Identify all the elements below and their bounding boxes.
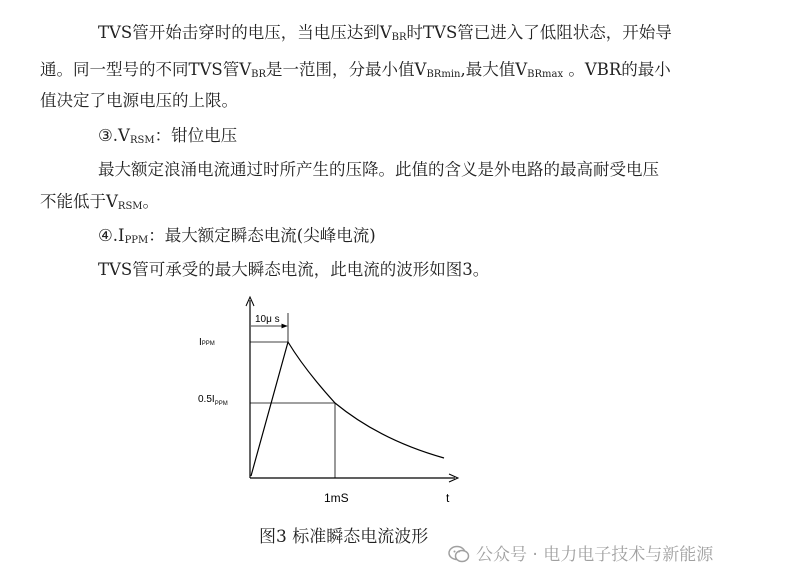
- surge-waveform: [251, 342, 444, 476]
- text-run: ：钳位电压: [154, 126, 238, 145]
- text-run: 通。同一型号的不同TVS管V: [40, 60, 252, 79]
- half-label-main: 0.5I: [198, 394, 215, 405]
- half-ippm-label: [198, 394, 228, 407]
- ippm-label: [199, 337, 215, 348]
- paragraph-vrsm-line2: [40, 187, 760, 222]
- text-run: ④.I: [98, 226, 125, 245]
- text-run: 。VBR的最小: [563, 60, 671, 79]
- watermark: [448, 540, 713, 565]
- paragraph-vbr-line2: [40, 55, 760, 90]
- ippm-label-main: I: [199, 337, 202, 348]
- half-label-sub: PPM: [214, 401, 228, 407]
- section-heading-vrsm: [40, 121, 800, 156]
- paragraph-vrsm-line1: [40, 155, 800, 185]
- subscript: BR: [251, 69, 267, 80]
- watermark-text: 公众号 · 电力电子技术与新能源: [476, 545, 714, 565]
- subscript: BRmin: [426, 69, 461, 80]
- text-run: TVS管开始击穿时的电压，当电压达到V: [98, 23, 392, 42]
- text-run: ：最大额定瞬态电流(尖峰电流): [148, 226, 376, 245]
- wechat-icon: [448, 545, 470, 563]
- ippm-label-sub: PPM: [201, 341, 215, 347]
- text-run: 。: [142, 192, 160, 211]
- paragraph-ippm: [40, 255, 800, 285]
- x-tick-label: 1mS: [324, 491, 349, 505]
- subscript: PPM: [124, 235, 149, 246]
- text-run: 值决定了电源电压的上限。: [40, 91, 238, 110]
- subscript: RSM: [117, 201, 143, 212]
- x-axis-label: t: [446, 491, 450, 505]
- width-label: 10μ s: [255, 314, 280, 325]
- text-run: TVS管可承受的最大瞬态电流，此电流的波形如图3。: [98, 260, 490, 279]
- subscript: BR: [391, 32, 407, 43]
- figure-caption: 图3 标准瞬态电流波形: [259, 527, 429, 547]
- text-run: 不能低于V: [40, 192, 118, 211]
- text-run: 时TVS管已进入了低阻状态，开始导: [406, 23, 672, 42]
- text-run: ③.V: [98, 126, 130, 145]
- subscript: BRmax: [527, 69, 564, 80]
- section-heading-ippm: [40, 221, 800, 256]
- waveform-figure: [0, 295, 800, 520]
- paragraph-vbr-line3: [40, 86, 760, 116]
- text-run: 最大额定浪涌电流通过时所产生的压降。此值的含义是外电路的最高耐受电压: [98, 160, 659, 179]
- text-run: ,最大值V: [460, 60, 528, 79]
- subscript: RSM: [129, 135, 155, 146]
- paragraph-vbr-line1: [40, 18, 800, 53]
- text-run: 是一范围，分最小值V: [266, 60, 427, 79]
